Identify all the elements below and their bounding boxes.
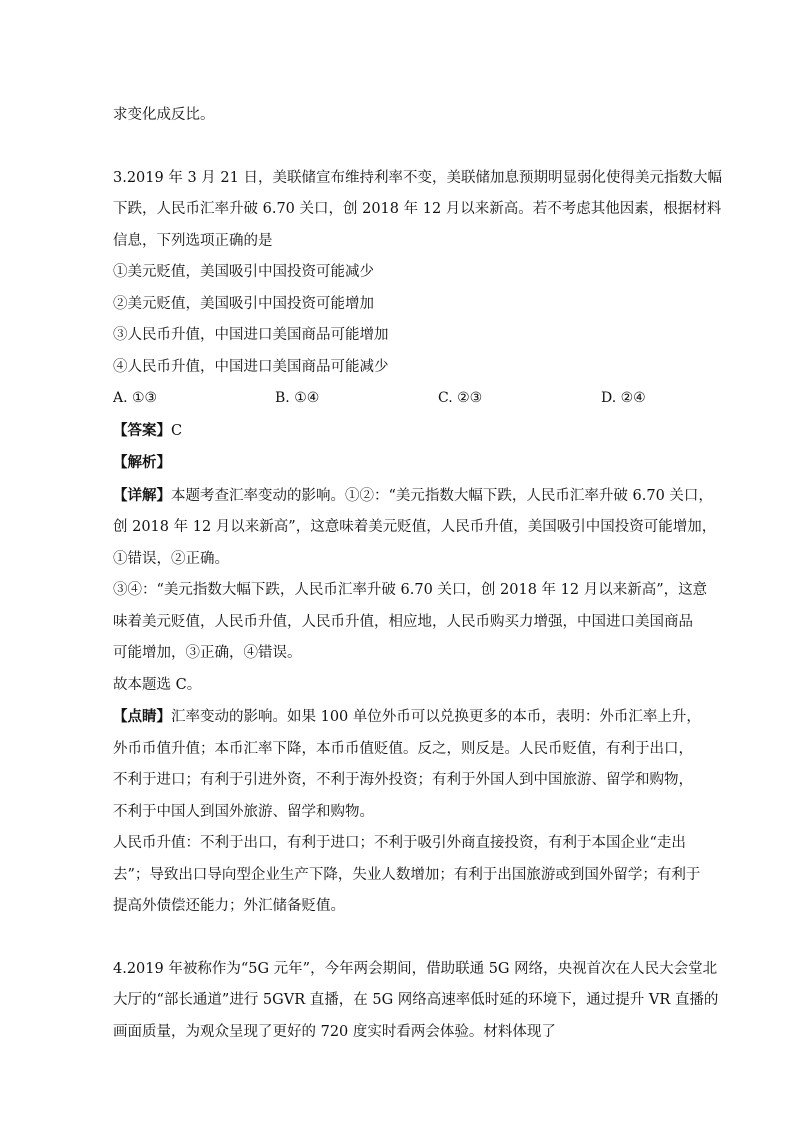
spacer <box>113 923 683 954</box>
q3-detail-line: 创 2018 年 12 月以来新高”，这意味着美元贬值，人民币升值，美国吸引中国投资可能增加， <box>113 519 717 535</box>
answer-value: C <box>171 422 183 439</box>
q3-option-a: A. ①③ <box>113 390 158 406</box>
q3-stem-line: 信息，下列选项正确的是 <box>113 232 273 249</box>
q3-detail-line: ③④：“美元指数大幅下跌，人民币汇率升破 6.70 关口，创 2018 年 12 月以来新高”，这意 <box>113 582 708 598</box>
q3-item: ①美元贬值，美国吸引中国投资可能减少 <box>113 264 374 280</box>
q4-stem-line: 4.2019 年被称作为“5G 元年”，今年两会期间，借助联通 5G 网络，央视首次在人民大会堂北 <box>113 960 718 977</box>
q3-point-line: 去”；导致出口导向型企业生产下降，失业人数增加；有利于出国旅游或到国外留学；有利于 <box>113 866 701 883</box>
point-text: 汇率变动的影响。如果 100 单位外币可以兑换更多的本币，表明：外币汇率上升， <box>171 709 701 725</box>
q3-point-line: 人民币升值：不利于出口，有利于进口；不利于吸引外商直接投资，有利于本国企业“走出 <box>113 835 686 851</box>
q3-detail-line: 味着美元贬值，人民币升值，人民币升值，相应地，人民币购买力增强，中国进口美国商品 <box>113 613 693 630</box>
q3-conclusion: 故本题选 C。 <box>113 676 202 693</box>
intro-tail: 求变化成反比。 <box>113 107 215 123</box>
q3-item: ③人民币升值，中国进口美国商品可能增加 <box>113 327 389 343</box>
q3-stem-line: 3.2019 年 3 月 21 日，美联储宣布维持利率不变，美联储加息预期明显弱化使得美元指数大幅 <box>113 169 722 186</box>
answer-tag: 【答案】 <box>113 421 171 439</box>
point-tag: 【点睛】 <box>113 708 171 725</box>
q3-point-line <box>113 701 701 734</box>
q3-option-b: B. ①④ <box>275 390 320 406</box>
q3-option-d: D. ②④ <box>601 390 646 406</box>
detail-text: 本题考查汇率变动的影响。①②：“美元指数大幅下跌，人民币汇率升破 6.70 关口， <box>171 487 713 504</box>
q3-stem-line: 下跌，人民币汇率升破 6.70 关口，创 2018 年 12 月以来新高。若不考虑其他因素，根据材料 <box>113 201 722 217</box>
q3-point-line: 外币币值升值；本币汇率下降，本币币值贬值。反之，则反是。人民币贬值，有利于出口， <box>113 740 693 757</box>
q3-analysis <box>113 447 683 480</box>
q3-detail-line <box>113 480 713 513</box>
analysis-tag: 【解析】 <box>113 454 171 471</box>
question-3 <box>113 163 722 923</box>
q3-point-line: 不利于中国人到国外旅游、留学和购物。 <box>113 803 374 820</box>
detail-tag: 【详解】 <box>113 486 171 504</box>
q3-option-c: C. ②③ <box>438 390 483 406</box>
q4-stem-line: 大厅的“部长通道”进行 5GVR 直播，在 5G 网络高速率低时延的环境下，通过提升 VR 直播的 <box>113 992 719 1008</box>
q4-stem-line: 画面质量，为观众呈现了更好的 720 度实时看两会体验。材料体现了 <box>113 1023 556 1040</box>
q3-point-line: 提高外债偿还能力；外汇储备贬值。 <box>113 898 345 914</box>
q3-item: ④人民币升值，中国进口美国商品可能减少 <box>113 358 389 375</box>
document-page <box>113 100 722 1048</box>
q3-detail-line: ①错误，②正确。 <box>113 550 229 567</box>
q3-point-line: 不利于进口；有利于引进外资，不利于海外投资；有利于外国人到中国旅游、留学和购物， <box>113 772 693 788</box>
q3-item: ②美元贬值，美国吸引中国投资可能增加 <box>113 295 374 312</box>
q3-options <box>113 383 683 415</box>
q3-answer <box>113 415 683 448</box>
question-4 <box>113 954 719 1049</box>
spacer <box>113 132 683 163</box>
q3-detail-line: 可能增加，③正确，④错误。 <box>113 645 302 661</box>
